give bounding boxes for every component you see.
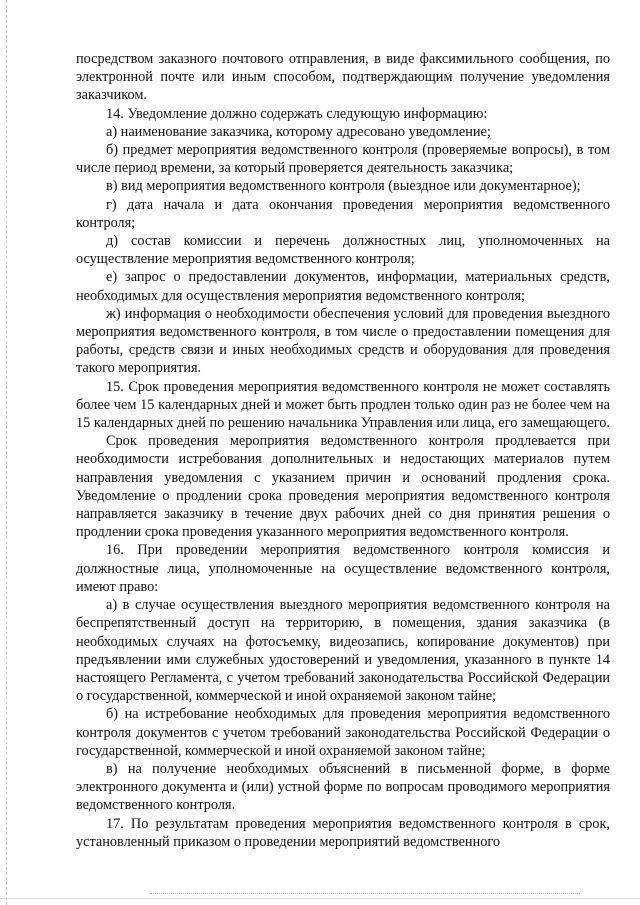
scan-edge-bottom-marks [150,893,580,894]
paragraph-13: б) на истребование необходимых для проведения мероприятия ведомственного контроля документов с учетом требований законодательства Российской Федерации о государственной, коммерческой и иной охраняемой законом тайне; [76,706,610,759]
paragraph-15: 17. По результатам проведения мероприятия ведомственного контроля в срок, установленный приказом о проведении мероприятий ведомственного [76,815,610,850]
document-body [76,50,610,851]
paragraph-1: 14. Уведомление должно содержать следующую информацию: [106,105,488,122]
paragraph-11: 16. При проведении мероприятия ведомственного контроля комиссия и должностные лица, уполномоченные на осуществление ведомственного контроля, имеют право: [76,542,610,595]
paragraph-8: ж) информация о необходимости обеспечения условий для проведения выездного мероприятия ведомственного контроля, в том числе о предоставлении помещения для работы, средств связи и иных необходимых средств и оборудования для проведения такого мероприятия. [76,305,610,377]
paragraph-7: е) запрос о предоставлении документов, информации, материальных средств, необходимых для осуществления мероприятия ведомственного контроля; [76,269,610,304]
paragraph-12: а) в случае осуществления выездного мероприятия ведомственного контроля на беспрепятственный доступ на территорию, в помещения, здания заказчика (в необходимых случаях на фотосъемку, видеозапись, копирование документов) при предъявлении ими служебных удостоверений и уведомления, указанного в пункте 14 настоящего Регламента, с учетом требований законодательства Российской Федерации о государственной, коммерческой и иной охраняемой законом тайне; [76,597,610,705]
paragraph-4: в) вид мероприятия ведомственного контроля (выездное или документарное); [106,178,581,195]
paragraph-2: а) наименование заказчика, которому адресовано уведомление; [106,123,491,140]
paragraph-5: г) дата начала и дата окончания проведения мероприятия ведомственного контроля; [76,196,610,231]
paragraph-9: 15. Срок проведения мероприятия ведомственного контроля не может составлять более чем 15 календарных дней и может быть продлен только один раз не более чем на 15 календарных дней по решению начальника Управления или лица, его замещающего. [76,378,610,432]
paragraph-10: Срок проведения мероприятия ведомственного контроля продлевается при необходимости истребования дополнительных и недостающих материалов путем направления уведомления с указанием причин и оснований продления срока. Уведомление о продлении срока проведения мероприятия ведомственного контроля направляется заказчику в течение двух рабочих дней со дня принятия решения о продлении срока проведения указанного мероприятия ведомственного контроля. [76,433,610,541]
scan-edge-bottom [0,898,640,899]
scan-edge-left [6,0,8,905]
paragraph-6: д) состав комиссии и перечень должностных лиц, уполномоченных на осуществление мероприятия ведомственного контроля; [76,233,610,268]
paragraph-3: б) предмет мероприятия ведомственного контроля (проверяемые вопросы), в том числе период времени, за который проверяется деятельность заказчика; [76,142,610,177]
paragraph-0: посредством заказного почтового отправления, в виде факсимильного сообщения, по электронной почте или иным способом, подтверждающим получение уведомления заказчиком. [76,51,610,104]
paragraph-14: в) на получение необходимых объяснений в письменной форме, в форме электронного документа и (или) устной форме по вопросам проводимого мероприятия ведомственного контроля. [76,760,610,814]
